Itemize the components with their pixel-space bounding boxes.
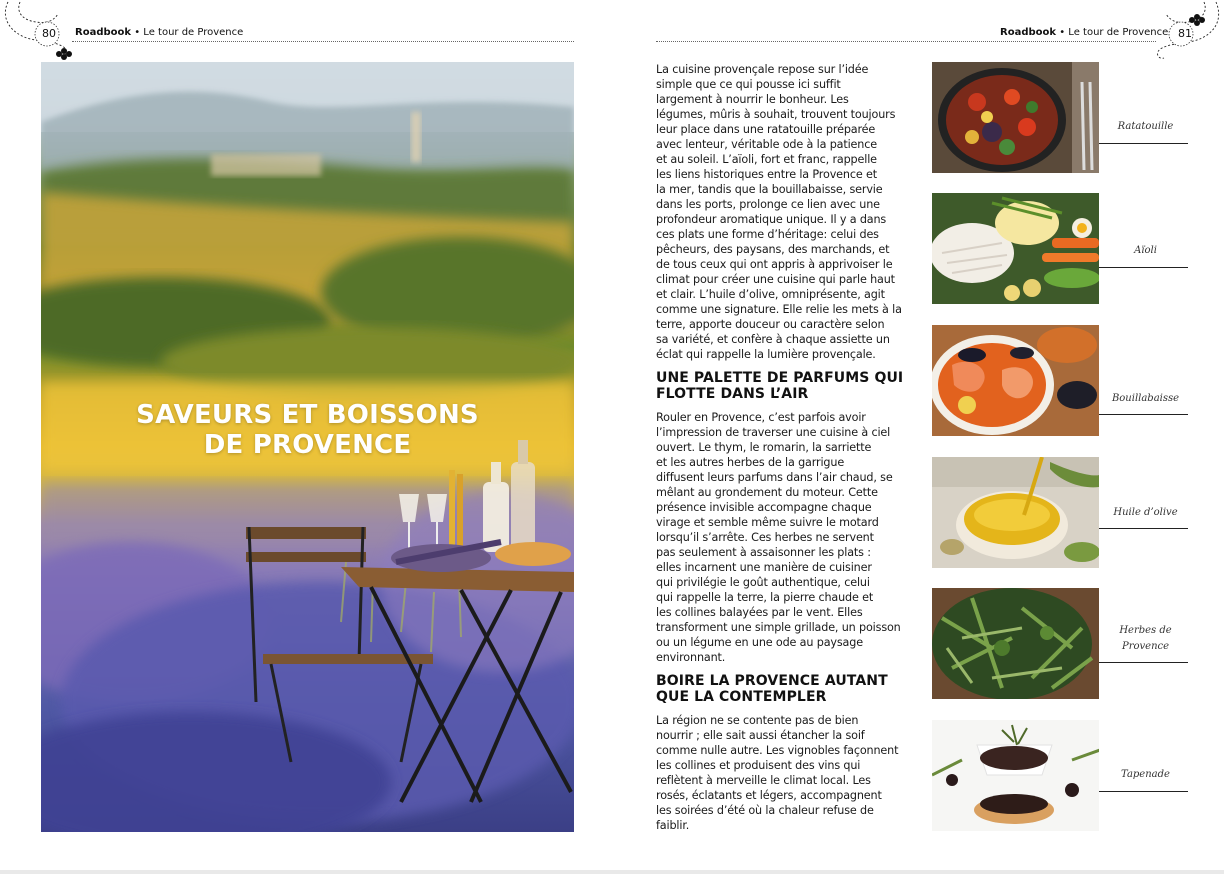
dish-photo-tapenade (932, 720, 1099, 831)
running-head-title: Le tour de Provence (1068, 27, 1169, 38)
caption-rule (1099, 662, 1188, 663)
intro-paragraph: La cuisine provençale repose sur l’idée simple que ce qui pousse ici suffit largement à nourrir le bonheur. Les légumes, mûris à souhait, trouvent toujours leur place dans une ratatouille préparée avec lenteur, véritable ode à la patience et au soleil. L’aïoli, fort et franc, rappelle les liens historiques entre la Provence et la mer, tandis que la bouillabaisse, servie dans les ports, prolonge ce lien avec une profondeur aromatique unique. Il y a dans ces plats une forme d’héritage: celui des pêcheurs, des paysans, des marchands, et de tous ceux qui ont appris à apprivoiser le climat pour créer une cuisine qui parle haut et clair. L’huile d’olive, omniprésente, agit comme une signature. Elle relie les mets à la terre, apporte douceur ou caractère selon sa variété, et confère à chaque assiette un éclat qui rappelle la lumière provençale. (656, 63, 902, 361)
section-paragraph-parfums: Rouler en Provence, c’est parfois avoir l’impression de traverser une cuisine à ciel ouvert. Le thym, le romarin, la sarriette et les autres herbes de la garrigue diffusent leurs parfums dans l’air chaud, se mêlant au grondement du moteur. Cette présence invisible accompagne chaque virage et semble même suivre le motard lorsqu’il s’arrête. Ces herbes ne servent pas seulement à assaisonner les plats : elles incarnent une manière de cuisiner qui privilégie le goût authentique, celui qui rappelle la terre, la pierre chaude et les collines balayées par le vent. Elles transforment une simple grillade, un poisson ou un légume en une ode au paysage environnant. (656, 411, 901, 664)
caption-rule (1099, 414, 1188, 415)
caption-bouillabaisse: Bouillabaisse (1111, 393, 1180, 404)
hero-photo-lavender-field (41, 62, 574, 832)
section-paragraph-boire: La région ne se contente pas de bien nourrir ; elle sait aussi étancher la soif comme nulle autre. Les vignobles façonnent les collines et produisent des vins qui reflètent à merveille le climat local. Les rosés, éclatants et légers, accompagnent les soirées d’été où la chaleur refuse de faiblir. (656, 714, 899, 832)
header-rule-right (656, 41, 1156, 42)
running-head-bold: Roadbook (75, 27, 132, 38)
dish-photo-aioli (932, 193, 1099, 304)
running-head-left (75, 27, 243, 38)
page-bottom-edge (0, 870, 1224, 874)
caption-rule (1099, 267, 1188, 268)
dish-photo-huile-olive (932, 457, 1099, 568)
running-head-separator: • (1056, 27, 1069, 38)
dish-photo-herbes-de-provence (932, 588, 1099, 699)
flower-ornament-icon (1187, 12, 1207, 28)
section-heading-parfums: UNE PALETTE DE PARFUMS QUI FLOTTE DANS L’AIR (656, 370, 904, 402)
caption-huile-olive: Huile d’olive (1113, 507, 1178, 518)
header-rule-left (72, 41, 574, 42)
hero-title-line-1: SAVEURS ET BOISSONS (136, 400, 479, 430)
hero-title (41, 400, 574, 460)
dish-photo-bouillabaisse (932, 325, 1099, 436)
dish-photo-ratatouille (932, 62, 1099, 173)
caption-herbes-de-provence: Herbes de Provence (1119, 625, 1172, 652)
caption-rule (1099, 143, 1188, 144)
caption-tapenade: Tapenade (1121, 769, 1170, 780)
flower-ornament-icon (54, 46, 74, 62)
section-heading-boire: BOIRE LA PROVENCE AUTANT QUE LA CONTEMPLER (656, 673, 888, 705)
page-number-right: 81 (1178, 27, 1192, 40)
caption-rule (1099, 528, 1188, 529)
caption-aioli: Aïoli (1134, 245, 1157, 256)
article-body (656, 62, 914, 839)
caption-ratatouille: Ratatouille (1117, 121, 1174, 132)
caption-rule (1099, 791, 1188, 792)
page-number-left: 80 (42, 27, 56, 40)
hero-title-line-2: DE PROVENCE (203, 430, 412, 460)
running-head-title: Le tour de Provence (143, 27, 244, 38)
running-head-separator: • (131, 27, 144, 38)
running-head-bold: Roadbook (1000, 27, 1057, 38)
